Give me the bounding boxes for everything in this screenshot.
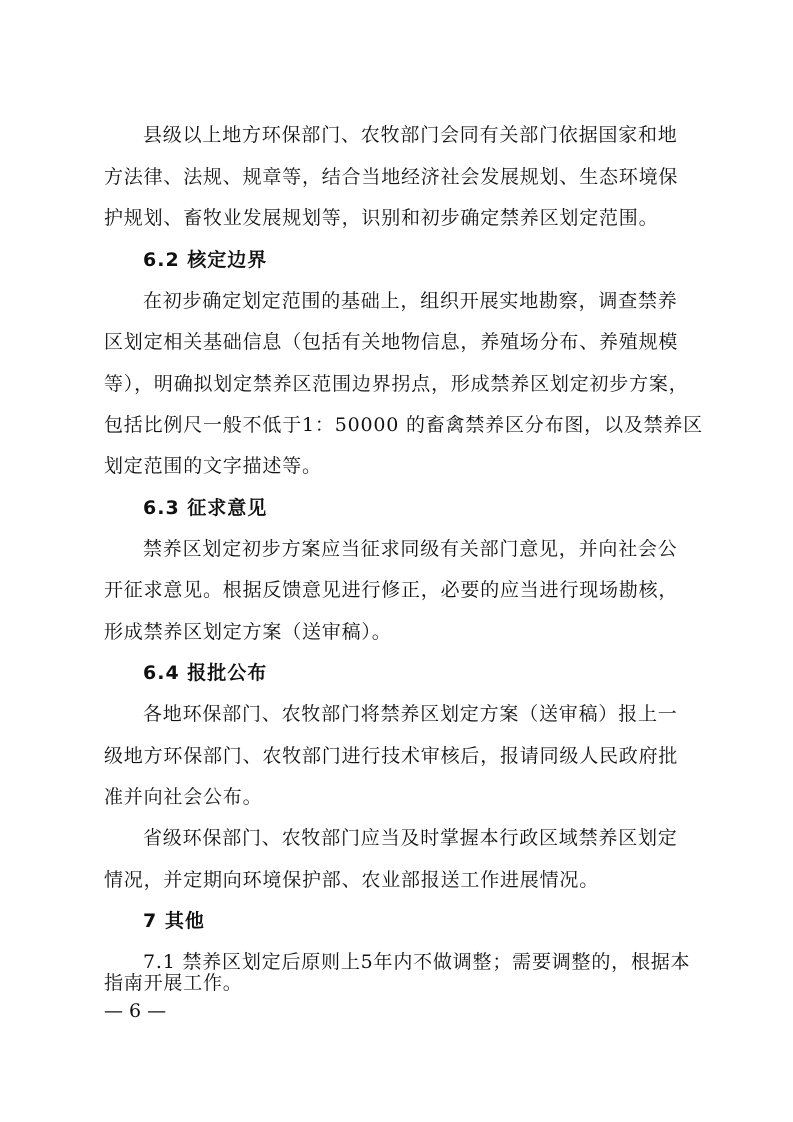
paragraph-line: 级地方环保部门、农牧部门进行技术审核后，报请同级人民政府批 <box>104 745 679 767</box>
paragraph-line: 县级以上地方环保部门、农牧部门会同有关部门依据国家和地 <box>143 124 678 146</box>
paragraph-line: 在初步确定划定范围的基础上，组织开展实地勘察，调查禁养 <box>143 290 678 312</box>
paragraph-line: 禁养区划定初步方案应当征求同级有关部门意见，并向社会公 <box>143 538 678 560</box>
paragraph-line: 方法律、法规、规章等，结合当地经济社会发展规划、生态环境保 <box>104 166 679 188</box>
paragraph-line: 区划定相关基础信息（包括有关地物信息，养殖场分布、养殖规模 <box>104 331 679 353</box>
paragraph-line: 开征求意见。根据反馈意见进行修正，必要的应当进行现场勘核， <box>104 579 679 601</box>
page-number: — 6 — <box>104 1000 167 1022</box>
paragraph-line: 情况，并定期向环境保护部、农业部报送工作进展情况。 <box>104 869 600 891</box>
paragraph-line: 划定范围的文字描述等。 <box>104 455 322 477</box>
paragraph-line: 指南开展工作。 <box>104 972 243 994</box>
paragraph-line: 各地环保部门、农牧部门将禁养区划定方案（送审稿）报上一 <box>143 703 678 725</box>
section-heading-6-4: 6.4 报批公布 <box>143 662 268 684</box>
paragraph-line: 形成禁养区划定方案（送审稿）。 <box>104 621 392 643</box>
paragraph-line: 包括比例尺一般不低于1：50000 的畜禽禁养区分布图，以及禁养区 <box>104 414 703 436</box>
section-heading-7: 7 其他 <box>143 910 205 932</box>
section-heading-6-2: 6.2 核定边界 <box>143 249 268 271</box>
paragraph-line: 7.1 禁养区划定后原则上5年内不做调整；需要调整的，根据本 <box>143 951 691 973</box>
paragraph-line: 护规划、畜牧业发展规划等，识别和初步确定禁养区划定范围。 <box>104 207 659 229</box>
paragraph-line: 省级环保部门、农牧部门应当及时掌握本行政区域禁养区划定 <box>143 827 678 849</box>
paragraph-line: 等），明确拟划定禁养区范围边界拐点，形成禁养区划定初步方案， <box>104 373 689 395</box>
section-heading-6-3: 6.3 征求意见 <box>143 497 268 519</box>
paragraph-line: 准并向社会公布。 <box>104 786 263 808</box>
